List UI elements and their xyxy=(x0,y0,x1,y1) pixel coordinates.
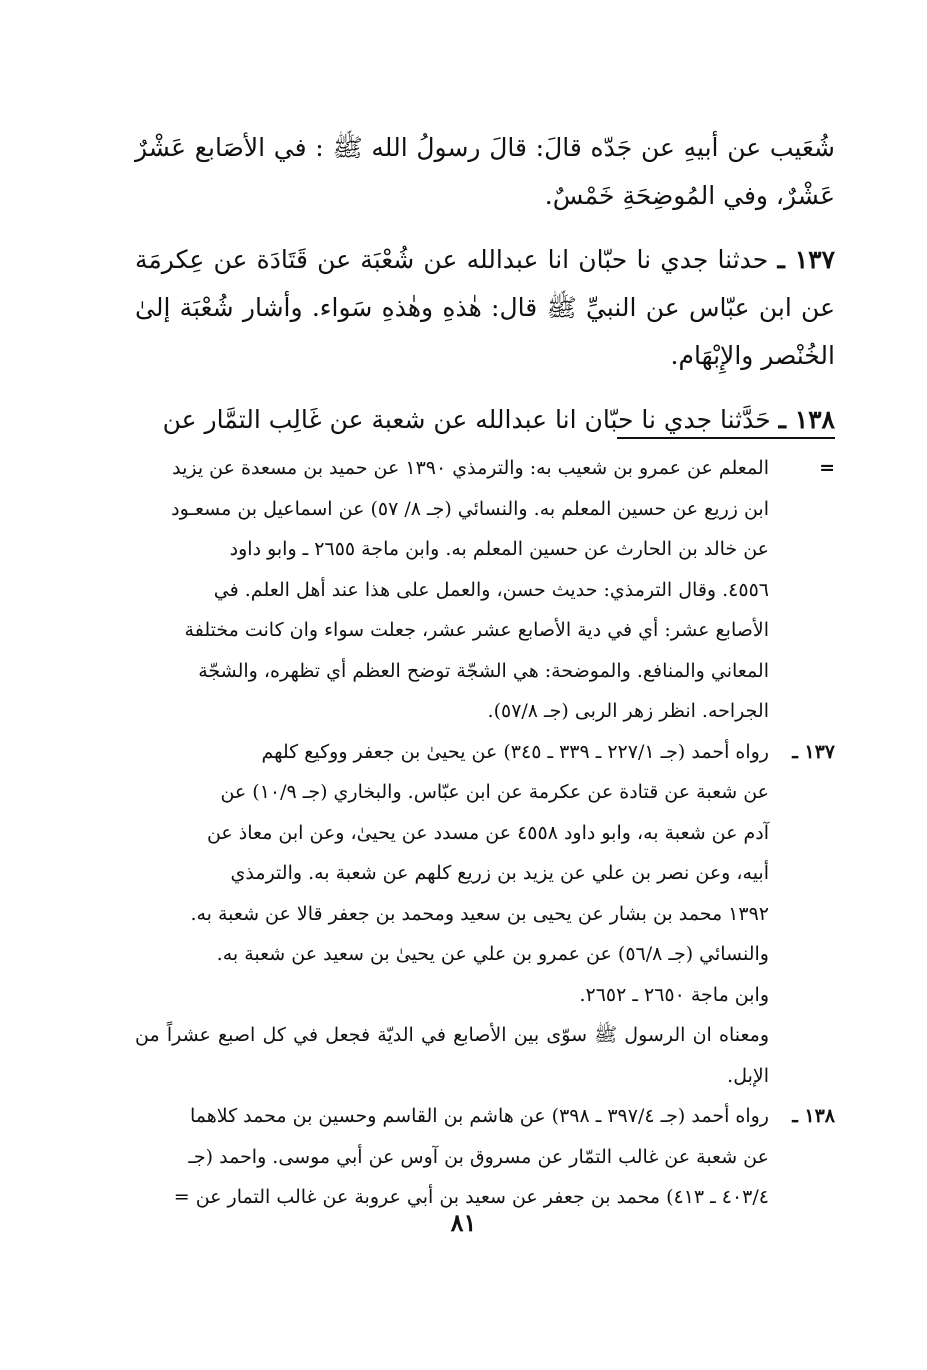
footnote-line: آدم عن شعبة به، وابو داود ٤٥٥٨ عن مسدد عن يحيىٰ، وعن ابن معاذ عن xyxy=(206,821,769,844)
footnote-marker: ١٣٨ ـ xyxy=(792,1105,835,1127)
footnote-continuation xyxy=(135,448,835,732)
footnote-line: ابن زريع عن حسين المعلم به. والنسائي (جـ ٨/ ٥٧) عن اسماعيل بن مسعـود xyxy=(171,497,769,520)
footnote-line: المعلم عن عمرو بن شعيب به: والترمذي ١٣٩٠ عن حميد بن مسعدة عن يزيد xyxy=(172,457,769,479)
footnote-marker: = xyxy=(819,457,835,479)
page-number: ٨١ xyxy=(450,1208,477,1237)
footnote-line: عن شعبة عن قتادة عن عكرمة عن ابن عبّاس. والبخاري (جـ ١٠/٩) عن xyxy=(220,781,769,803)
paragraph-text: حَدَّثنا جدي نا حبّان انا عبدالله عن شعبة عن غَالِب التمَّار عن xyxy=(162,405,771,434)
footnote-line: عن شعبة عن غالب التمّار عن مسروق بن آوس عن أبي موسى. واحمد (جـ xyxy=(188,1145,769,1168)
footnote-137 xyxy=(135,732,835,1016)
footnote-line: رواه أحمد (جـ ٣٩٧/٤ ـ ٣٩٨) عن هاشم بن القاسم وحسين بن محمد كلاهما xyxy=(189,1105,769,1127)
footnote-line: عن خالد بن الحارث عن حسين المعلم به. وابن ماجة ٢٦٥٥ ـ وابو داود xyxy=(229,538,769,560)
footnote-line: ٤٥٥٦. وقال الترمذي: حديث حسن، والعمل على هذا عند أهل العلم. في xyxy=(213,578,769,601)
footnote-137-note: ومعناه ان الرسول ﷺ سوّى بين الأصابع في الديّة فجعل في كل اصبع عشراً من الإبل. xyxy=(135,1024,769,1087)
footnote-line: المعاني والمنافع. والموضحة: هي الشجّة توضح العظم أي تظهره، والشجّة xyxy=(198,659,769,682)
paragraph-137 xyxy=(135,236,835,380)
footnote-line: ٤٠٣/٤ ـ ٤١٣) محمد بن جعفر عن سعيد بن أبي عروبة عن غالب التمار عن = xyxy=(173,1186,769,1208)
footnote-marker: ١٣٧ ـ xyxy=(792,740,835,763)
footnote-line: ١٣٩٢ محمد بن بشار عن يحيى بن سعيد ومحمد بن جعفر قالا عن شعبة به. xyxy=(190,902,769,925)
footnote-body xyxy=(135,732,769,1016)
paragraph-number: ١٣٨ ـ xyxy=(778,405,835,434)
footnotes xyxy=(135,448,835,1218)
footnote-body xyxy=(135,448,769,732)
footnote-separator xyxy=(617,437,835,439)
footnote-line: وابن ماجة ٢٦٥٠ ـ ٢٦٥٢. xyxy=(579,983,769,1006)
footnote-line: الأصابع عشر: أي في دية الأصابع عشر عشر، جعلت سواء وان كانت مختلفة xyxy=(184,619,769,641)
footnote-line: الجراحه. انظر زهر الربى (جـ ٥٧/٨). xyxy=(487,700,769,722)
footnote-line: أبيه، وعن نصر بن علي عن يزيد بن زريع كلهم عن شعبة به. والترمذي xyxy=(230,862,769,884)
paragraph-number: ١٣٧ ـ xyxy=(777,245,836,274)
footnote-body xyxy=(135,1096,769,1218)
footnote-138 xyxy=(135,1096,835,1218)
paragraph-continuation xyxy=(135,124,835,220)
paragraph-text: شُعَيب عن أبيهِ عن جَدّه قالَ: قالَ رسولُ الله ﷺ : في الأصَابع عَشْرٌ عَشْرٌ، وفي المُوضِحَةِ خَمْسٌ. xyxy=(135,133,835,210)
paragraph-text: حدثنا جدي نا حبّان انا عبدالله عن شُعْبَة عن قَتَادَة عن عِكرمَة عن ابن عبّاس عن النبيِّ ﷺ قال: هٰذهِ وهٰذهِ سَواء. وأشار شُعْبَة إلىٰ الخُنْصر والإِبْهَام. xyxy=(135,245,835,370)
main-text xyxy=(135,124,835,460)
footnote-line: والنسائي (جـ ٥٦/٨) عن عمرو بن علي عن يحيىٰ بن سعيد عن شعبة به. xyxy=(216,943,769,965)
footnote-line: رواه أحمد (جـ ٢٢٧/١ ـ ٣٣٩ ـ ٣٤٥) عن يحيىٰ بن جعفر ووكيع كلهم xyxy=(261,740,769,763)
